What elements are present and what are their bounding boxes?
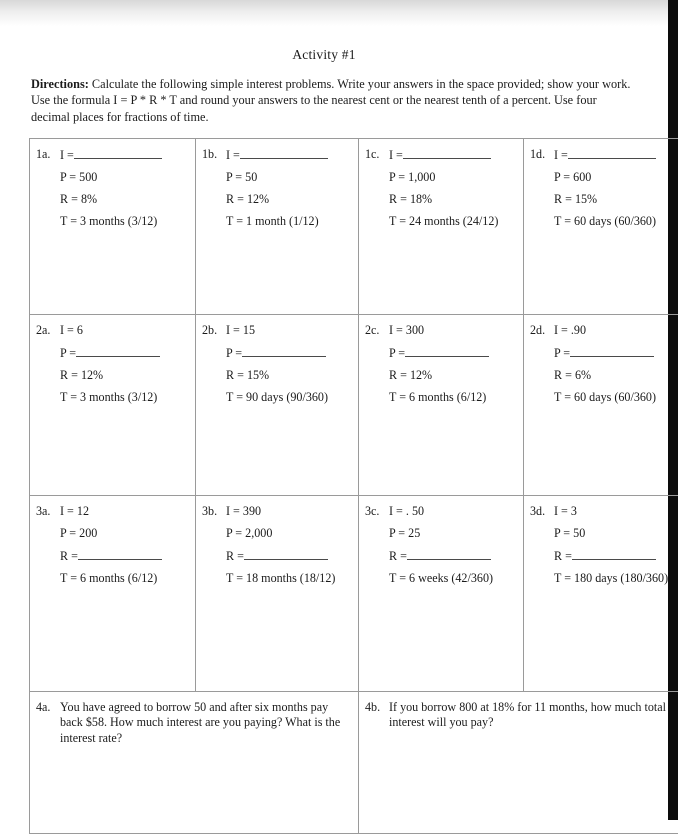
problem-lines	[226, 323, 352, 405]
line-label: I =	[60, 148, 74, 162]
problem-number: 2a.	[36, 323, 50, 338]
problem-number: 1c.	[365, 147, 379, 162]
line-T	[60, 571, 189, 586]
line-R	[389, 368, 517, 383]
line-label: P =	[226, 346, 242, 360]
problem-cell-2c[interactable]	[359, 315, 524, 496]
problem-cell-4a[interactable]	[30, 692, 359, 834]
line-value: 15%	[247, 368, 269, 382]
answer-blank[interactable]	[403, 147, 491, 159]
line-label: I =	[389, 504, 403, 518]
line-I	[554, 504, 678, 519]
line-label: P =	[226, 170, 242, 184]
line-label: T =	[389, 571, 406, 585]
line-value: 300	[406, 323, 424, 337]
line-R	[226, 368, 352, 383]
line-value: 15	[243, 323, 255, 337]
line-R	[554, 368, 678, 383]
problems-table-body	[30, 139, 678, 834]
problem-number: 4a.	[36, 700, 50, 715]
line-value: 60 days (60/360)	[574, 390, 656, 404]
line-T	[389, 571, 517, 586]
problem-lines	[60, 504, 189, 586]
line-I	[226, 147, 352, 163]
line-label: R =	[226, 192, 244, 206]
line-label: R =	[226, 368, 244, 382]
line-value: 50	[573, 526, 585, 540]
line-label: R =	[554, 549, 572, 563]
line-P	[389, 345, 517, 361]
line-label: T =	[226, 390, 243, 404]
problem-3c	[365, 504, 517, 586]
line-label: I =	[389, 148, 403, 162]
problem-2c	[365, 323, 517, 405]
line-T	[226, 571, 352, 586]
line-label: T =	[60, 390, 77, 404]
problem-number: 2c.	[365, 323, 379, 338]
word-problem-text: You have agreed to borrow 50 and after six months pay back $58. How much interest are you paying? What is the interest rate?	[60, 700, 352, 746]
problem-3a	[36, 504, 189, 586]
line-value: . 50	[406, 504, 424, 518]
answer-blank[interactable]	[244, 548, 328, 560]
problems-table	[29, 138, 678, 834]
table-row	[30, 315, 678, 496]
line-value: 15%	[575, 192, 597, 206]
line-I	[554, 147, 678, 163]
line-label: R =	[60, 368, 78, 382]
problem-2d	[530, 323, 678, 405]
line-label: T =	[226, 214, 243, 228]
line-R	[554, 192, 678, 207]
line-P	[554, 345, 678, 361]
problem-lines	[554, 504, 678, 586]
answer-blank[interactable]	[405, 345, 489, 357]
line-label: P =	[554, 346, 570, 360]
problem-number: 3d.	[530, 504, 545, 519]
line-label: R =	[226, 549, 244, 563]
line-value: 600	[573, 170, 591, 184]
line-T	[554, 214, 678, 229]
line-value: 3	[571, 504, 577, 518]
line-label: I =	[226, 504, 240, 518]
line-label: R =	[554, 368, 572, 382]
problem-1c	[365, 147, 517, 229]
line-I	[389, 504, 517, 519]
problem-cell-2a[interactable]	[30, 315, 196, 496]
problem-cell-1c[interactable]	[359, 139, 524, 315]
line-label: P =	[554, 170, 570, 184]
word-problem-4a	[36, 700, 352, 746]
word-problem-text: If you borrow 800 at 18% for 11 months, how much total interest will you pay?	[389, 700, 678, 731]
directions-text: Calculate the following simple interest problems. Write your answers in the space provided; show your work. Use the formula I = P * R * T and round your answers to the nearest cent or the nearest tenth of a percent. Use four decimal places for fractions of time.	[31, 77, 630, 124]
line-label: I =	[389, 323, 403, 337]
line-T	[389, 390, 517, 405]
line-value: 24 months (24/12)	[409, 214, 498, 228]
line-I	[226, 504, 352, 519]
line-P	[554, 526, 678, 541]
problem-cell-3d[interactable]	[524, 496, 678, 692]
line-T	[226, 214, 352, 229]
line-value: 2,000	[245, 526, 272, 540]
line-value: 8%	[81, 192, 97, 206]
answer-blank[interactable]	[407, 548, 491, 560]
line-value: 18 months (18/12)	[246, 571, 335, 585]
line-value: 12	[77, 504, 89, 518]
answer-blank[interactable]	[568, 147, 656, 159]
line-value: 390	[243, 504, 261, 518]
problem-cell-3a[interactable]	[30, 496, 196, 692]
problem-number: 2d.	[530, 323, 545, 338]
problem-number: 3a.	[36, 504, 50, 519]
directions-label: Directions:	[31, 77, 89, 91]
line-T	[226, 390, 352, 405]
line-I	[60, 323, 189, 338]
line-value: 25	[408, 526, 420, 540]
problem-lines	[60, 323, 189, 405]
answer-blank[interactable]	[570, 345, 654, 357]
line-I	[226, 323, 352, 338]
line-value: 50	[245, 170, 257, 184]
line-label: T =	[226, 571, 243, 585]
line-P	[60, 345, 189, 361]
problem-cell-1a[interactable]	[30, 139, 196, 315]
problem-cell-4b[interactable]	[359, 692, 678, 834]
line-P	[554, 170, 678, 185]
line-label: T =	[554, 390, 571, 404]
problem-2a	[36, 323, 189, 405]
line-value: 6 months (6/12)	[409, 390, 486, 404]
line-value: 500	[79, 170, 97, 184]
problem-cell-3c[interactable]	[359, 496, 524, 692]
line-label: P =	[554, 526, 570, 540]
line-I	[554, 323, 678, 338]
line-R	[226, 548, 352, 564]
answer-blank[interactable]	[240, 147, 328, 159]
line-label: R =	[60, 192, 78, 206]
problem-1d	[530, 147, 678, 229]
answer-blank[interactable]	[242, 345, 326, 357]
line-label: P =	[389, 170, 405, 184]
line-T	[60, 214, 189, 229]
problem-lines	[226, 504, 352, 586]
line-label: P =	[389, 346, 405, 360]
problem-number: 3c.	[365, 504, 379, 519]
line-label: P =	[60, 526, 76, 540]
line-I	[389, 147, 517, 163]
line-label: R =	[554, 192, 572, 206]
problem-number: 1a.	[36, 147, 50, 162]
line-value: 6	[77, 323, 83, 337]
problem-1a	[36, 147, 189, 229]
line-value: 3 months (3/12)	[80, 214, 157, 228]
line-label: R =	[389, 368, 407, 382]
line-R	[389, 548, 517, 564]
line-value: 12%	[247, 192, 269, 206]
line-label: R =	[60, 549, 78, 563]
line-R	[226, 192, 352, 207]
problem-number: 1b.	[202, 147, 217, 162]
line-label: T =	[60, 571, 77, 585]
line-value: 12%	[410, 368, 432, 382]
line-label: P =	[60, 346, 76, 360]
word-problem-4b	[365, 700, 678, 731]
line-T	[60, 390, 189, 405]
line-value: 200	[79, 526, 97, 540]
problem-lines	[60, 147, 189, 229]
line-P	[60, 526, 189, 541]
problem-cell-2b[interactable]	[196, 315, 359, 496]
line-I	[389, 323, 517, 338]
line-label: P =	[60, 170, 76, 184]
line-value: 1 month (1/12)	[246, 214, 319, 228]
line-label: I =	[226, 323, 240, 337]
line-label: I =	[226, 148, 240, 162]
problem-lines	[554, 323, 678, 405]
line-value: 3 months (3/12)	[80, 390, 157, 404]
line-label: I =	[60, 504, 74, 518]
line-value: 12%	[81, 368, 103, 382]
line-T	[554, 571, 678, 586]
line-T	[554, 390, 678, 405]
problem-number: 1d.	[530, 147, 545, 162]
problem-lines	[226, 147, 352, 229]
problem-lines	[389, 147, 517, 229]
problem-lines	[389, 323, 517, 405]
problem-3b	[202, 504, 352, 586]
line-P	[389, 170, 517, 185]
page-title: Activity #1	[0, 47, 648, 63]
table-row	[30, 139, 678, 315]
line-value: .90	[571, 323, 586, 337]
line-P	[60, 170, 189, 185]
problem-cell-3b[interactable]	[196, 496, 359, 692]
answer-blank[interactable]	[78, 548, 162, 560]
line-value: 1,000	[408, 170, 435, 184]
problem-3d	[530, 504, 678, 586]
directions-paragraph	[31, 76, 631, 125]
line-label: P =	[389, 526, 405, 540]
problem-2b	[202, 323, 352, 405]
table-row	[30, 692, 678, 834]
problem-1b	[202, 147, 352, 229]
line-value: 90 days (90/360)	[246, 390, 328, 404]
line-value: 6 weeks (42/360)	[409, 571, 493, 585]
line-label: T =	[389, 214, 406, 228]
line-label: T =	[389, 390, 406, 404]
line-label: T =	[554, 571, 571, 585]
line-label: R =	[389, 192, 407, 206]
line-label: T =	[554, 214, 571, 228]
line-label: I =	[60, 323, 74, 337]
problem-lines	[389, 504, 517, 586]
problem-lines	[554, 147, 678, 229]
line-R	[389, 192, 517, 207]
line-label: T =	[60, 214, 77, 228]
line-value: 60 days (60/360)	[574, 214, 656, 228]
line-R	[60, 368, 189, 383]
line-label: R =	[389, 549, 407, 563]
line-P	[226, 170, 352, 185]
problem-number: 3b.	[202, 504, 217, 519]
answer-blank[interactable]	[572, 548, 656, 560]
line-P	[389, 526, 517, 541]
problem-cell-1d[interactable]	[524, 139, 678, 315]
line-T	[389, 214, 517, 229]
line-I	[60, 504, 189, 519]
line-value: 6 months (6/12)	[80, 571, 157, 585]
line-R	[60, 548, 189, 564]
answer-blank[interactable]	[74, 147, 162, 159]
line-P	[226, 526, 352, 541]
problem-cell-2d[interactable]	[524, 315, 678, 496]
line-label: P =	[226, 526, 242, 540]
line-R	[554, 548, 678, 564]
line-label: I =	[554, 504, 568, 518]
problem-number: 2b.	[202, 323, 217, 338]
problem-number: 4b.	[365, 700, 380, 715]
answer-blank[interactable]	[76, 345, 160, 357]
line-label: I =	[554, 323, 568, 337]
line-label: I =	[554, 148, 568, 162]
line-I	[60, 147, 189, 163]
line-R	[60, 192, 189, 207]
line-value: 18%	[410, 192, 432, 206]
line-value: 180 days (180/360)	[574, 571, 668, 585]
problem-cell-1b[interactable]	[196, 139, 359, 315]
table-row	[30, 496, 678, 692]
line-value: 6%	[575, 368, 591, 382]
line-P	[226, 345, 352, 361]
